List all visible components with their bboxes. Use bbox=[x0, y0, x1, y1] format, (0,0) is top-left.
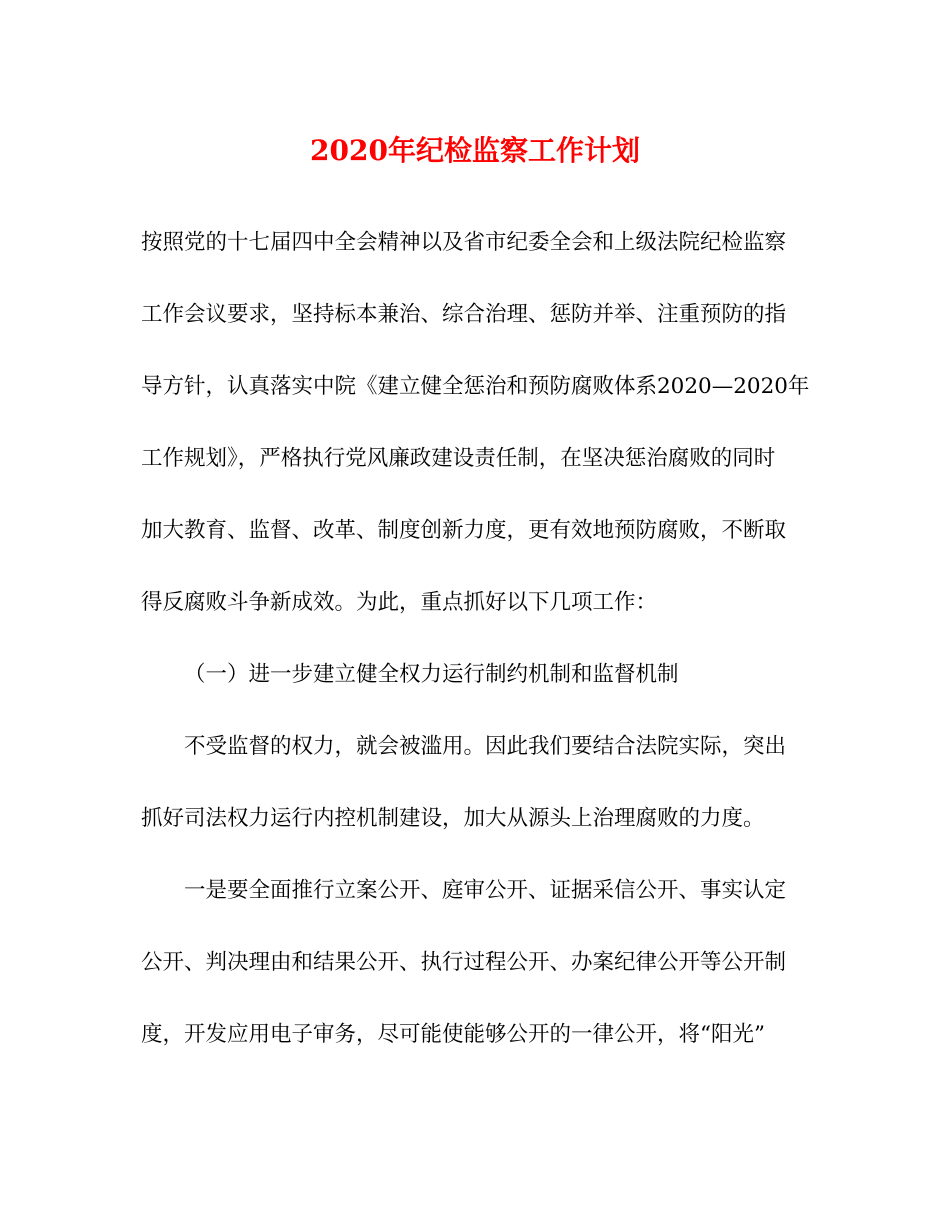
text-line: 工作会议要求，坚持标本兼治、综合治理、惩防并举、注重预防的指 bbox=[141, 302, 787, 327]
body-paragraph bbox=[141, 711, 809, 855]
text-line: 加大教育、监督、改革、制度创新力度，更有效地预防腐败，不断取 bbox=[141, 518, 787, 543]
body-paragraph bbox=[141, 855, 809, 1071]
text-line: 不受监督的权力，就会被滥用。因此我们要结合法院实际，突出 bbox=[184, 734, 787, 759]
text-line: 公开、判决理由和结果公开、执行过程公开、办案纪律公开等公开制 bbox=[141, 950, 787, 975]
text-line: 得反腐败斗争新成效。为此，重点抓好以下几项工作： bbox=[141, 590, 658, 615]
text-line: 导方针，认真落实中院《建立健全惩治和预防腐败体系2020—2020年 bbox=[141, 374, 810, 399]
text-line: 一是要全面推行立案公开、庭审公开、证据采信公开、事实认定 bbox=[184, 878, 787, 903]
text-line: （一）进一步建立健全权力运行制约机制和监督机制 bbox=[184, 662, 679, 687]
document-title: 2020年纪检监察工作计划 bbox=[310, 134, 640, 167]
text-line: 度，开发应用电子审务，尽可能使能够公开的一律公开，将“阳光” bbox=[141, 1022, 765, 1047]
section-heading bbox=[141, 639, 809, 711]
text-line: 按照党的十七届四中全会精神以及省市纪委全会和上级法院纪检监察 bbox=[141, 230, 787, 255]
intro-paragraph bbox=[141, 207, 809, 639]
text-line: 工作规划》，严格执行党风廉政建设责任制，在坚决惩治腐败的同时 bbox=[141, 446, 776, 471]
text-line: 抓好司法权力运行内控机制建设，加大从源头上治理腐败的力度。 bbox=[141, 806, 765, 831]
